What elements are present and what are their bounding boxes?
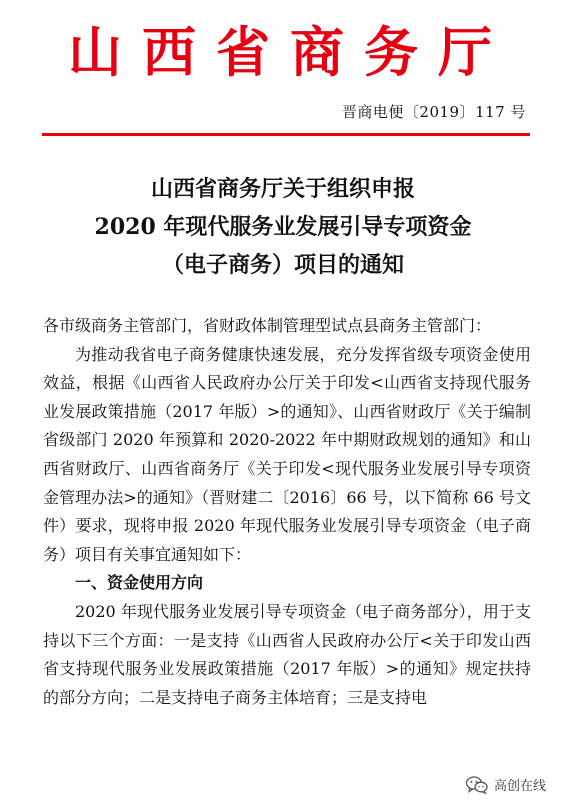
header-red-rule: [42, 133, 530, 136]
title-line-1: 山西省商务厅关于组织申报: [150, 176, 415, 202]
wechat-icon: [466, 776, 488, 794]
document-number: 晋商电便〔2019〕117 号: [341, 103, 526, 121]
notice-title: [0, 170, 566, 284]
notice-body: [43, 312, 531, 712]
salutation: 各市级商务主管部门，省财政体制管理型试点县商务主管部门：: [43, 316, 492, 335]
title-line-3: （电子商务）项目的通知: [161, 252, 404, 278]
agency-header: 山西省商务厅: [68, 20, 512, 84]
paragraph-1: 为推动我省电子商务健康快速发展，充分发挥省级专项资金使用效益，根据《山西省人民政府办公厅关于印发<山西省支持现代服务业发展政策措施（2017 年版）>的通知》、山西省财政厅《关于编制省级部门 2020 年预算和 2020-2022 年中期财政规划的通知》和山西省财政厅、山西省商务厅《关于印发<现代服务业发展引导专项资金管理办法>的通知》（晋财建二〔2016〕66 号，以下简称 66 号文件）要求，现将申报 2020 年现代服务业发展引导专项资金（电子商务）项目有关事宜通知如下：: [43, 344, 531, 564]
watermark-text: 高创在线: [493, 779, 546, 794]
section-heading-1: 一、资金使用方向: [75, 573, 204, 593]
watermark: [460, 773, 554, 796]
title-line-2: 2020 年现代服务业发展引导专项资金: [94, 214, 472, 240]
paragraph-2: 2020 年现代服务业发展引导专项资金（电子商务部分），用于支持以下三个方面：一是支持《山西省人民政府办公厅<关于印发山西省支持现代服务业发展政策措施（2017 年版）>的通知》规定扶持的部分方向；二是支持电子商务主体培育；三是支持电: [43, 601, 531, 707]
